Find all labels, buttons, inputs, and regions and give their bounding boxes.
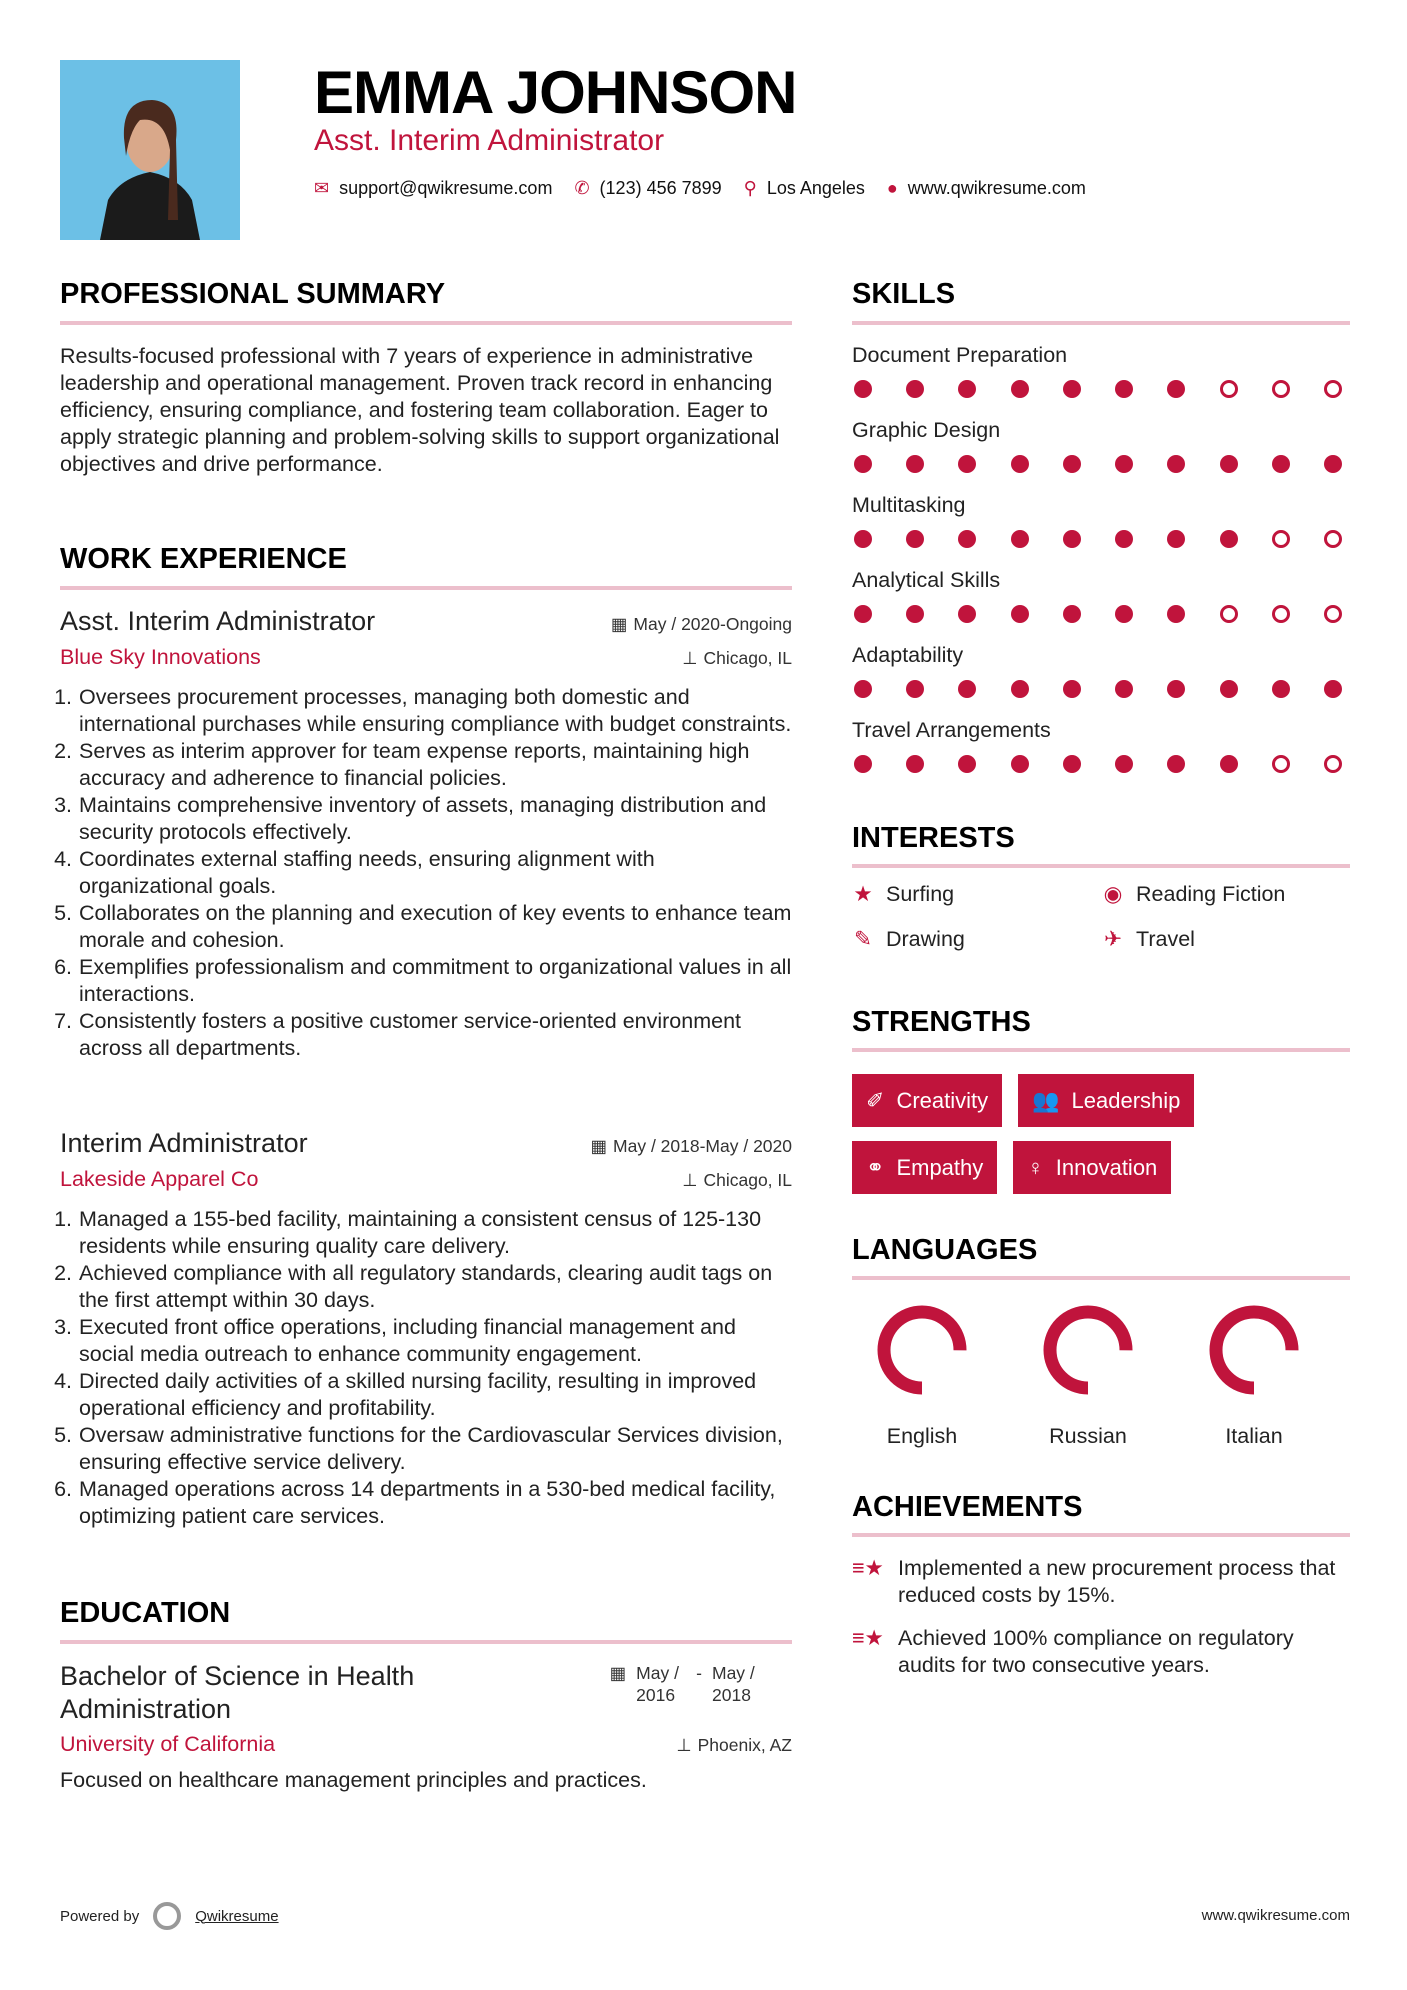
rating-dot-filled (906, 380, 924, 398)
rating-dot-filled (1220, 530, 1238, 548)
divider (852, 864, 1350, 868)
rating-dot-filled (1063, 455, 1081, 473)
divider (852, 321, 1350, 325)
envelope-icon: ✉ (314, 178, 330, 198)
interests-list (852, 882, 1350, 952)
rating-dot-filled (1167, 530, 1185, 548)
interest-item (1102, 882, 1352, 907)
strengths-list (852, 1074, 1252, 1194)
rating-dot-empty (1272, 755, 1290, 773)
rating-dot-filled (1011, 380, 1029, 398)
rating-dot-filled (1063, 530, 1081, 548)
interest-item (1102, 927, 1352, 952)
pin-icon: ⊥ (676, 1735, 692, 1755)
language-item (1018, 1300, 1158, 1449)
strength-label: Empathy (896, 1154, 984, 1180)
duty-item: 5. Oversaw administrative functions for the Cardiovascular Services division, ensuring effective service delivery. (78, 1422, 792, 1476)
footer-powered (60, 1902, 279, 1930)
phone-text: (123) 456 7899 (599, 178, 722, 198)
email-link[interactable]: support@qwikresume.com (339, 178, 553, 198)
language-progress-ring (867, 1300, 977, 1400)
rating-dot-filled (1011, 530, 1029, 548)
rating-dot-filled (1115, 680, 1133, 698)
skill-item (852, 343, 1350, 418)
pin-icon: ⊥ (682, 648, 698, 668)
rating-dot-filled (1063, 680, 1081, 698)
strengths-heading: STRENGTHS (852, 1006, 1031, 1038)
skill-item (852, 418, 1350, 493)
language-progress-ring (1199, 1300, 1309, 1400)
calendar-icon: ▦ (609, 1663, 627, 1683)
shooting-star-icon: ≡★ (852, 1556, 884, 1580)
brush-icon: ✐ (866, 1087, 885, 1113)
rating-dot-empty (1272, 605, 1290, 623)
website-link[interactable]: www.qwikresume.com (907, 178, 1086, 198)
language-item (852, 1300, 992, 1449)
footer-site[interactable]: www.qwikresume.com (1201, 1907, 1350, 1924)
duty-item: 4. Coordinates external staffing needs, ensuring alignment with organizational goals. (78, 846, 792, 900)
languages-list (852, 1300, 1350, 1449)
degree: Bachelor of Science in Health Administration (60, 1661, 415, 1724)
interest-item (852, 927, 1102, 952)
pencil-icon: ✎ (853, 927, 872, 951)
duty-item: 2. Achieved compliance with all regulatory standards, clearing audit tags on the first attempt within 30 days. (78, 1260, 792, 1314)
pin-icon: ⊥ (682, 1170, 698, 1190)
star-icon: ★ (853, 882, 873, 906)
rating-dot-empty (1324, 605, 1342, 623)
divider (60, 586, 792, 590)
duty-item: 4. Directed daily activities of a skilled nursing facility, resulting in improved operational efficiency and profitability. (78, 1368, 792, 1422)
rating-dot-filled (958, 380, 976, 398)
phone-icon: ✆ (574, 178, 590, 198)
education-entry: Bachelor of Science in Health Administration ▦ May / 2016 - May / 2018 University of California ⊥ Phoenix, AZ Focused on healthcare management principles and practices. (60, 1661, 792, 1792)
rating-dot-filled (1115, 755, 1133, 773)
company-name: Lakeside Apparel Co (60, 1167, 259, 1191)
rating-dot-filled (1324, 680, 1342, 698)
gamepad-icon: ◉ (1103, 882, 1123, 906)
strength-badge (852, 1074, 1002, 1127)
skill-name: Graphic Design (852, 418, 1001, 442)
rating-dot-filled (1272, 680, 1290, 698)
duty-item: 1. Managed a 155-bed facility, maintaining a consistent census of 125-130 residents while ensuring quality care delivery. (78, 1206, 792, 1260)
rating-dot-filled (1220, 455, 1238, 473)
duty-item: 7. Consistently fosters a positive customer service-oriented environment across all departments. (78, 1008, 792, 1062)
skill-rating (854, 755, 1342, 773)
rating-dot-filled (1115, 530, 1133, 548)
job-location: Chicago, IL (703, 648, 792, 668)
strength-label: Leadership (1071, 1087, 1181, 1113)
job-dates: May / 2020-Ongoing (633, 614, 792, 634)
divider (60, 321, 792, 325)
skill-item (852, 643, 1350, 718)
globe-icon: ● (886, 178, 898, 198)
rating-dot-filled (1167, 755, 1185, 773)
job-duties (60, 1206, 792, 1530)
rating-dot-empty (1272, 380, 1290, 398)
language-item (1184, 1300, 1324, 1449)
work-heading: WORK EXPERIENCE (60, 543, 347, 575)
powered-by-label: Powered by (60, 1907, 140, 1925)
rating-dot-filled (1115, 605, 1133, 623)
rating-dot-filled (854, 680, 872, 698)
rating-dot-filled (854, 455, 872, 473)
map-pin-icon: ⚲ (743, 178, 757, 198)
rating-dot-filled (958, 680, 976, 698)
rating-dot-filled (958, 755, 976, 773)
achievements-list (852, 1555, 1352, 1679)
plane-icon: ✈ (1103, 927, 1122, 951)
duty-item: 5. Collaborates on the planning and execution of key events to enhance team morale and cohesion. (78, 900, 792, 954)
brand-link[interactable]: Qwikresume (195, 1907, 279, 1925)
users-icon: 👥 (1032, 1087, 1060, 1113)
rating-dot-filled (1220, 755, 1238, 773)
rating-dot-empty (1324, 755, 1342, 773)
interest-label: Reading Fiction (1136, 882, 1286, 906)
achievements-heading: ACHIEVEMENTS (852, 1491, 1083, 1523)
school-name: University of California (60, 1732, 276, 1756)
summary-heading: PROFESSIONAL SUMMARY (60, 278, 446, 310)
skill-rating (854, 530, 1342, 548)
rating-dot-empty (1220, 605, 1238, 623)
rating-dot-filled (1167, 680, 1185, 698)
strength-badge (1013, 1141, 1171, 1194)
rating-dot-filled (854, 530, 872, 548)
rating-dot-filled (1011, 605, 1029, 623)
rating-dot-empty (1220, 380, 1238, 398)
duty-item: 3. Maintains comprehensive inventory of assets, managing distribution and security protocols effectively. (78, 792, 792, 846)
qwikresume-logo-icon (153, 1902, 181, 1930)
divider (852, 1276, 1350, 1280)
rating-dot-filled (1167, 605, 1185, 623)
rating-dot-filled (1063, 605, 1081, 623)
achievement-item (852, 1625, 1352, 1679)
edu-location: Phoenix, AZ (697, 1735, 792, 1755)
job-location: Chicago, IL (703, 1170, 792, 1190)
contact-bar (314, 178, 1086, 199)
divider (852, 1533, 1350, 1537)
interest-label: Travel (1136, 927, 1195, 951)
job-title: Asst. Interim Administrator (60, 606, 376, 636)
company-name: Blue Sky Innovations (60, 645, 261, 669)
skill-name: Travel Arrangements (852, 718, 1051, 742)
divider (60, 1640, 792, 1644)
rating-dot-filled (1167, 455, 1185, 473)
rating-dot-filled (1272, 455, 1290, 473)
languages-heading: LANGUAGES (852, 1234, 1038, 1266)
education-description: Focused on healthcare management principles and practices. (60, 1768, 647, 1792)
rating-dot-filled (1324, 455, 1342, 473)
edu-start: May / 2016 (636, 1663, 679, 1705)
skills-list (852, 343, 1350, 793)
skill-name: Adaptability (852, 643, 964, 667)
rating-dot-filled (958, 530, 976, 548)
handshake-icon: ⚭ (866, 1154, 885, 1180)
skills-heading: SKILLS (852, 278, 956, 310)
rating-dot-filled (1011, 680, 1029, 698)
rating-dot-filled (958, 455, 976, 473)
rating-dot-filled (854, 605, 872, 623)
rating-dot-filled (1011, 455, 1029, 473)
rating-dot-filled (906, 605, 924, 623)
job-dates: May / 2018-May / 2020 (613, 1136, 792, 1156)
duty-item: 6. Exemplifies professionalism and commitment to organizational values in all interactions. (78, 954, 792, 1008)
language-name: English (886, 1424, 958, 1448)
rating-dot-filled (1167, 380, 1185, 398)
rating-dot-filled (854, 755, 872, 773)
strength-badge (852, 1141, 997, 1194)
strength-label: Innovation (1055, 1154, 1158, 1180)
rating-dot-filled (1115, 380, 1133, 398)
rating-dot-empty (1324, 380, 1342, 398)
summary-text: Results-focused professional with 7 years of experience in administrative leadership and operational management. Proven track record in enhancing efficiency, ensuring compliance, and fostering team collaboration. Eager to apply strategic planning and problem-solving skills to support organizational objectives and drive performance. (60, 344, 780, 476)
skill-name: Multitasking (852, 493, 966, 517)
candidate-title: Asst. Interim Administrator (314, 124, 665, 157)
language-name: Italian (1225, 1424, 1283, 1448)
skill-rating (854, 605, 1342, 623)
rating-dot-filled (1115, 455, 1133, 473)
rating-dot-filled (1063, 380, 1081, 398)
rating-dot-filled (1063, 755, 1081, 773)
duty-item: 1. Oversees procurement processes, managing both domestic and international purchases while ensuring compliance with budget constraints. (78, 684, 792, 738)
lightbulb-icon: ♀ (1027, 1154, 1044, 1180)
interest-label: Surfing (886, 882, 955, 906)
rating-dot-filled (854, 380, 872, 398)
language-progress-ring (1033, 1300, 1143, 1400)
calendar-icon: ▦ (590, 1136, 608, 1156)
profile-photo (60, 60, 240, 240)
skill-item (852, 718, 1350, 793)
strength-label: Creativity (896, 1087, 989, 1113)
rating-dot-filled (906, 755, 924, 773)
rating-dot-empty (1324, 530, 1342, 548)
rating-dot-filled (906, 530, 924, 548)
rating-dot-filled (906, 680, 924, 698)
edu-end: May / 2018 (712, 1663, 755, 1705)
rating-dot-filled (906, 455, 924, 473)
rating-dot-filled (1220, 680, 1238, 698)
duty-item: 2. Serves as interim approver for team expense reports, maintaining high accuracy and adherence to financial policies. (78, 738, 792, 792)
interest-item (852, 882, 1102, 907)
divider (852, 1048, 1350, 1052)
duty-item: 3. Executed front office operations, including financial management and social media outreach to enhance community engagement. (78, 1314, 792, 1368)
shooting-star-icon: ≡★ (852, 1626, 884, 1650)
skill-name: Analytical Skills (852, 568, 1001, 592)
skill-rating (854, 455, 1342, 473)
education-heading: EDUCATION (60, 1597, 231, 1629)
rating-dot-empty (1272, 530, 1290, 548)
job-entry (60, 606, 792, 1062)
skill-rating (854, 680, 1342, 698)
achievement-text: Achieved 100% compliance on regulatory audits for two consecutive years. (898, 1626, 1294, 1677)
skill-rating (854, 380, 1342, 398)
skill-item (852, 493, 1350, 568)
duty-item: 6. Managed operations across 14 departments in a 530-bed medical facility, optimizing patient care services. (78, 1476, 792, 1530)
rating-dot-filled (958, 605, 976, 623)
job-duties (60, 684, 792, 1062)
achievement-item (852, 1555, 1352, 1609)
skill-name: Document Preparation (852, 343, 1068, 367)
location-text: Los Angeles (766, 178, 865, 198)
candidate-name: EMMA JOHNSON (314, 59, 797, 126)
interests-heading: INTERESTS (852, 822, 1015, 854)
achievement-text: Implemented a new procurement process that reduced costs by 15%. (898, 1556, 1336, 1607)
job-title: Interim Administrator (60, 1128, 308, 1158)
interest-label: Drawing (886, 927, 965, 951)
job-entry (60, 1128, 792, 1530)
calendar-icon: ▦ (610, 614, 628, 634)
language-name: Russian (1049, 1424, 1127, 1448)
strength-badge (1018, 1074, 1194, 1127)
skill-item (852, 568, 1350, 643)
rating-dot-filled (1011, 755, 1029, 773)
